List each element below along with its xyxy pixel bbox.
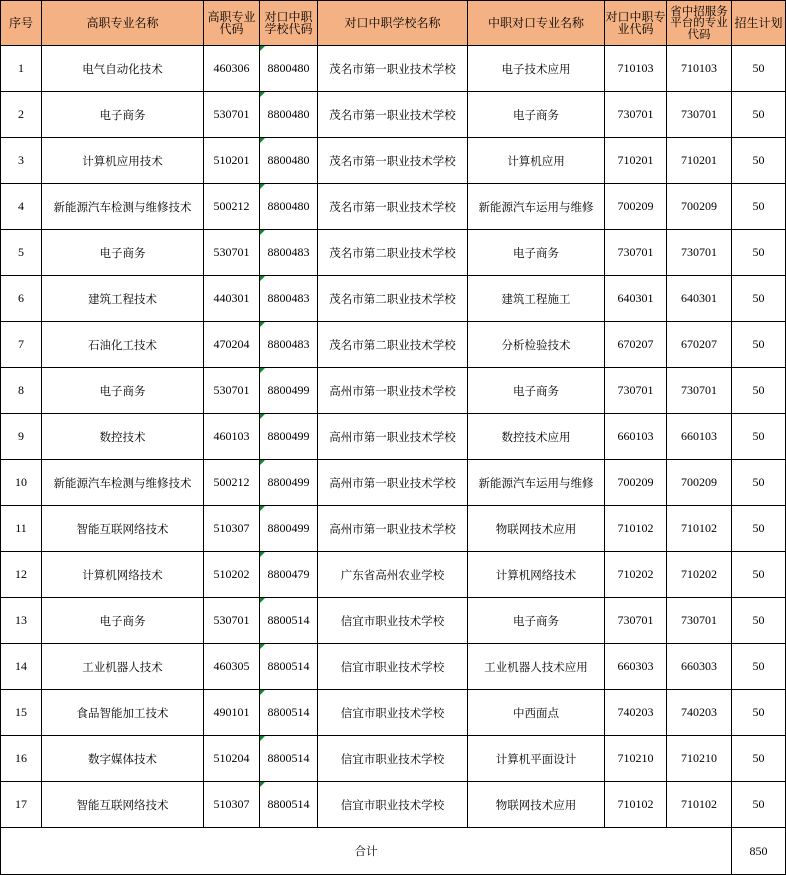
cell-major: 电气自动化技术 (42, 46, 204, 92)
cell-sec-major-code: 710210 (605, 736, 667, 782)
cell-major-code: 460305 (204, 644, 260, 690)
cell-sec-major: 电子技术应用 (468, 46, 605, 92)
cell-platform-code: 740203 (667, 690, 732, 736)
cell-major: 食品智能加工技术 (42, 690, 204, 736)
cell-school-name: 信宜市职业技术学校 (318, 782, 468, 828)
cell-seq: 12 (1, 552, 42, 598)
cell-platform-code: 710102 (667, 506, 732, 552)
cell-major-code: 530701 (204, 92, 260, 138)
cell-platform-code: 730701 (667, 230, 732, 276)
cell-school-name: 高州市第一职业技术学校 (318, 460, 468, 506)
cell-sec-major: 计算机平面设计 (468, 736, 605, 782)
cell-platform-code: 660303 (667, 644, 732, 690)
cell-sec-major-code: 730701 (605, 92, 667, 138)
table-row (1, 644, 786, 690)
cell-sec-major-code: 730701 (605, 368, 667, 414)
cell-sec-major-code: 640301 (605, 276, 667, 322)
cell-seq: 5 (1, 230, 42, 276)
total-label: 合计 (1, 828, 732, 875)
cell-sec-major-code: 710201 (605, 138, 667, 184)
header-major: 高职专业名称 (42, 1, 204, 46)
cell-school-code: 8800514 (260, 782, 318, 828)
cell-school-code: 8800514 (260, 598, 318, 644)
total-row (1, 828, 786, 875)
cell-sec-major-code: 740203 (605, 690, 667, 736)
cell-platform-code: 730701 (667, 598, 732, 644)
header-platform-code: 省中招服务平台的专业代码 (667, 1, 732, 46)
cell-sec-major: 物联网技术应用 (468, 782, 605, 828)
table-row (1, 414, 786, 460)
cell-school-name: 茂名市第一职业技术学校 (318, 46, 468, 92)
cell-school-code: 8800483 (260, 276, 318, 322)
cell-quota: 50 (732, 644, 786, 690)
cell-major-code: 500212 (204, 184, 260, 230)
cell-major-code: 510201 (204, 138, 260, 184)
cell-sec-major-code: 660303 (605, 644, 667, 690)
cell-seq: 10 (1, 460, 42, 506)
cell-school-code: 8800483 (260, 322, 318, 368)
cell-school-code: 8800480 (260, 92, 318, 138)
cell-school-code: 8800483 (260, 230, 318, 276)
cell-quota: 50 (732, 460, 786, 506)
cell-major: 电子商务 (42, 230, 204, 276)
cell-seq: 4 (1, 184, 42, 230)
cell-major-code: 510307 (204, 506, 260, 552)
cell-seq: 11 (1, 506, 42, 552)
header-school-code: 对口中职学校代码 (260, 1, 318, 46)
cell-school-name: 茂名市第一职业技术学校 (318, 138, 468, 184)
cell-seq: 17 (1, 782, 42, 828)
table-row (1, 46, 786, 92)
cell-sec-major: 物联网技术应用 (468, 506, 605, 552)
cell-school-code: 8800514 (260, 690, 318, 736)
cell-quota: 50 (732, 276, 786, 322)
cell-quota: 50 (732, 138, 786, 184)
cell-school-code: 8800514 (260, 736, 318, 782)
table-row (1, 138, 786, 184)
cell-platform-code: 730701 (667, 368, 732, 414)
cell-sec-major: 建筑工程施工 (468, 276, 605, 322)
cell-major: 计算机应用技术 (42, 138, 204, 184)
cell-sec-major: 电子商务 (468, 92, 605, 138)
cell-platform-code: 700209 (667, 460, 732, 506)
cell-seq: 6 (1, 276, 42, 322)
cell-quota: 50 (732, 782, 786, 828)
cell-school-name: 信宜市职业技术学校 (318, 644, 468, 690)
cell-school-code: 8800514 (260, 644, 318, 690)
cell-major: 新能源汽车检测与维修技术 (42, 184, 204, 230)
cell-quota: 50 (732, 690, 786, 736)
cell-quota: 50 (732, 46, 786, 92)
cell-school-code: 8800480 (260, 138, 318, 184)
cell-seq: 1 (1, 46, 42, 92)
cell-major-code: 530701 (204, 598, 260, 644)
table-row (1, 276, 786, 322)
cell-platform-code: 710102 (667, 782, 732, 828)
header-seq: 序号 (1, 1, 42, 46)
cell-school-name: 高州市第一职业技术学校 (318, 506, 468, 552)
cell-sec-major-code: 710103 (605, 46, 667, 92)
header-quota: 招生计划 (732, 1, 786, 46)
cell-sec-major-code: 700209 (605, 184, 667, 230)
header-major-code: 高职专业代码 (204, 1, 260, 46)
cell-platform-code: 710210 (667, 736, 732, 782)
cell-major-code: 500212 (204, 460, 260, 506)
table-row (1, 690, 786, 736)
cell-sec-major-code: 710102 (605, 506, 667, 552)
cell-platform-code: 710202 (667, 552, 732, 598)
header-school-name: 对口中职学校名称 (318, 1, 468, 46)
table-row (1, 552, 786, 598)
cell-school-name: 广东省高州农业学校 (318, 552, 468, 598)
cell-major-code: 460103 (204, 414, 260, 460)
cell-major-code: 510202 (204, 552, 260, 598)
cell-sec-major: 数控技术应用 (468, 414, 605, 460)
cell-seq: 16 (1, 736, 42, 782)
cell-sec-major-code: 670207 (605, 322, 667, 368)
cell-sec-major: 新能源汽车运用与维修 (468, 184, 605, 230)
cell-school-name: 高州市第一职业技术学校 (318, 414, 468, 460)
cell-seq: 3 (1, 138, 42, 184)
cell-quota: 50 (732, 598, 786, 644)
cell-sec-major: 电子商务 (468, 368, 605, 414)
cell-major: 建筑工程技术 (42, 276, 204, 322)
cell-sec-major: 电子商务 (468, 598, 605, 644)
cell-major-code: 510307 (204, 782, 260, 828)
table-row (1, 184, 786, 230)
header-sec-major-code: 对口中职专业代码 (605, 1, 667, 46)
cell-platform-code: 710201 (667, 138, 732, 184)
cell-seq: 15 (1, 690, 42, 736)
cell-major: 数控技术 (42, 414, 204, 460)
cell-sec-major-code: 730701 (605, 230, 667, 276)
cell-major: 智能互联网络技术 (42, 506, 204, 552)
cell-sec-major-code: 710102 (605, 782, 667, 828)
cell-seq: 9 (1, 414, 42, 460)
cell-platform-code: 700209 (667, 184, 732, 230)
cell-quota: 50 (732, 552, 786, 598)
cell-school-name: 信宜市职业技术学校 (318, 690, 468, 736)
cell-seq: 7 (1, 322, 42, 368)
cell-platform-code: 670207 (667, 322, 732, 368)
table-row (1, 368, 786, 414)
cell-quota: 50 (732, 230, 786, 276)
table-row (1, 92, 786, 138)
cell-major: 数字媒体技术 (42, 736, 204, 782)
cell-sec-major: 工业机器人技术应用 (468, 644, 605, 690)
cell-major: 新能源汽车检测与维修技术 (42, 460, 204, 506)
cell-sec-major: 计算机应用 (468, 138, 605, 184)
cell-sec-major-code: 660103 (605, 414, 667, 460)
cell-school-code: 8800499 (260, 414, 318, 460)
cell-school-name: 茂名市第二职业技术学校 (318, 230, 468, 276)
table-row (1, 506, 786, 552)
cell-major-code: 460306 (204, 46, 260, 92)
header-row (1, 1, 786, 46)
cell-school-code: 8800480 (260, 184, 318, 230)
total-value: 850 (732, 828, 786, 875)
cell-major-code: 530701 (204, 230, 260, 276)
cell-major: 电子商务 (42, 368, 204, 414)
table-row (1, 782, 786, 828)
cell-sec-major: 分析检验技术 (468, 322, 605, 368)
cell-sec-major: 电子商务 (468, 230, 605, 276)
cell-quota: 50 (732, 368, 786, 414)
cell-major: 智能互联网络技术 (42, 782, 204, 828)
cell-quota: 50 (732, 506, 786, 552)
cell-major: 电子商务 (42, 92, 204, 138)
cell-quota: 50 (732, 414, 786, 460)
cell-sec-major: 计算机网络技术 (468, 552, 605, 598)
cell-quota: 50 (732, 736, 786, 782)
cell-school-name: 信宜市职业技术学校 (318, 598, 468, 644)
cell-school-name: 高州市第一职业技术学校 (318, 368, 468, 414)
cell-major: 石油化工技术 (42, 322, 204, 368)
cell-seq: 14 (1, 644, 42, 690)
table-row (1, 736, 786, 782)
cell-major-code: 490101 (204, 690, 260, 736)
table-row (1, 322, 786, 368)
cell-major: 工业机器人技术 (42, 644, 204, 690)
table-row (1, 460, 786, 506)
table-row (1, 230, 786, 276)
cell-school-name: 茂名市第二职业技术学校 (318, 322, 468, 368)
cell-school-name: 信宜市职业技术学校 (318, 736, 468, 782)
cell-school-code: 8800480 (260, 46, 318, 92)
cell-major-code: 470204 (204, 322, 260, 368)
table-body (1, 46, 786, 828)
cell-school-name: 茂名市第二职业技术学校 (318, 276, 468, 322)
table-row (1, 598, 786, 644)
cell-major: 电子商务 (42, 598, 204, 644)
cell-major-code: 440301 (204, 276, 260, 322)
header-sec-major: 中职对口专业名称 (468, 1, 605, 46)
cell-sec-major: 新能源汽车运用与维修 (468, 460, 605, 506)
cell-seq: 2 (1, 92, 42, 138)
cell-sec-major: 中西面点 (468, 690, 605, 736)
cell-platform-code: 730701 (667, 92, 732, 138)
cell-school-code: 8800499 (260, 368, 318, 414)
cell-platform-code: 640301 (667, 276, 732, 322)
cell-sec-major-code: 700209 (605, 460, 667, 506)
cell-platform-code: 660103 (667, 414, 732, 460)
cell-sec-major-code: 710202 (605, 552, 667, 598)
cell-school-code: 8800499 (260, 460, 318, 506)
cell-quota: 50 (732, 322, 786, 368)
cell-school-name: 茂名市第一职业技术学校 (318, 184, 468, 230)
cell-quota: 50 (732, 184, 786, 230)
cell-major: 计算机网络技术 (42, 552, 204, 598)
cell-platform-code: 710103 (667, 46, 732, 92)
cell-seq: 8 (1, 368, 42, 414)
cell-major-code: 530701 (204, 368, 260, 414)
cell-major-code: 510204 (204, 736, 260, 782)
cell-school-code: 8800479 (260, 552, 318, 598)
cell-school-code: 8800499 (260, 506, 318, 552)
cell-quota: 50 (732, 92, 786, 138)
cell-sec-major-code: 730701 (605, 598, 667, 644)
cell-seq: 13 (1, 598, 42, 644)
cell-school-name: 茂名市第一职业技术学校 (318, 92, 468, 138)
